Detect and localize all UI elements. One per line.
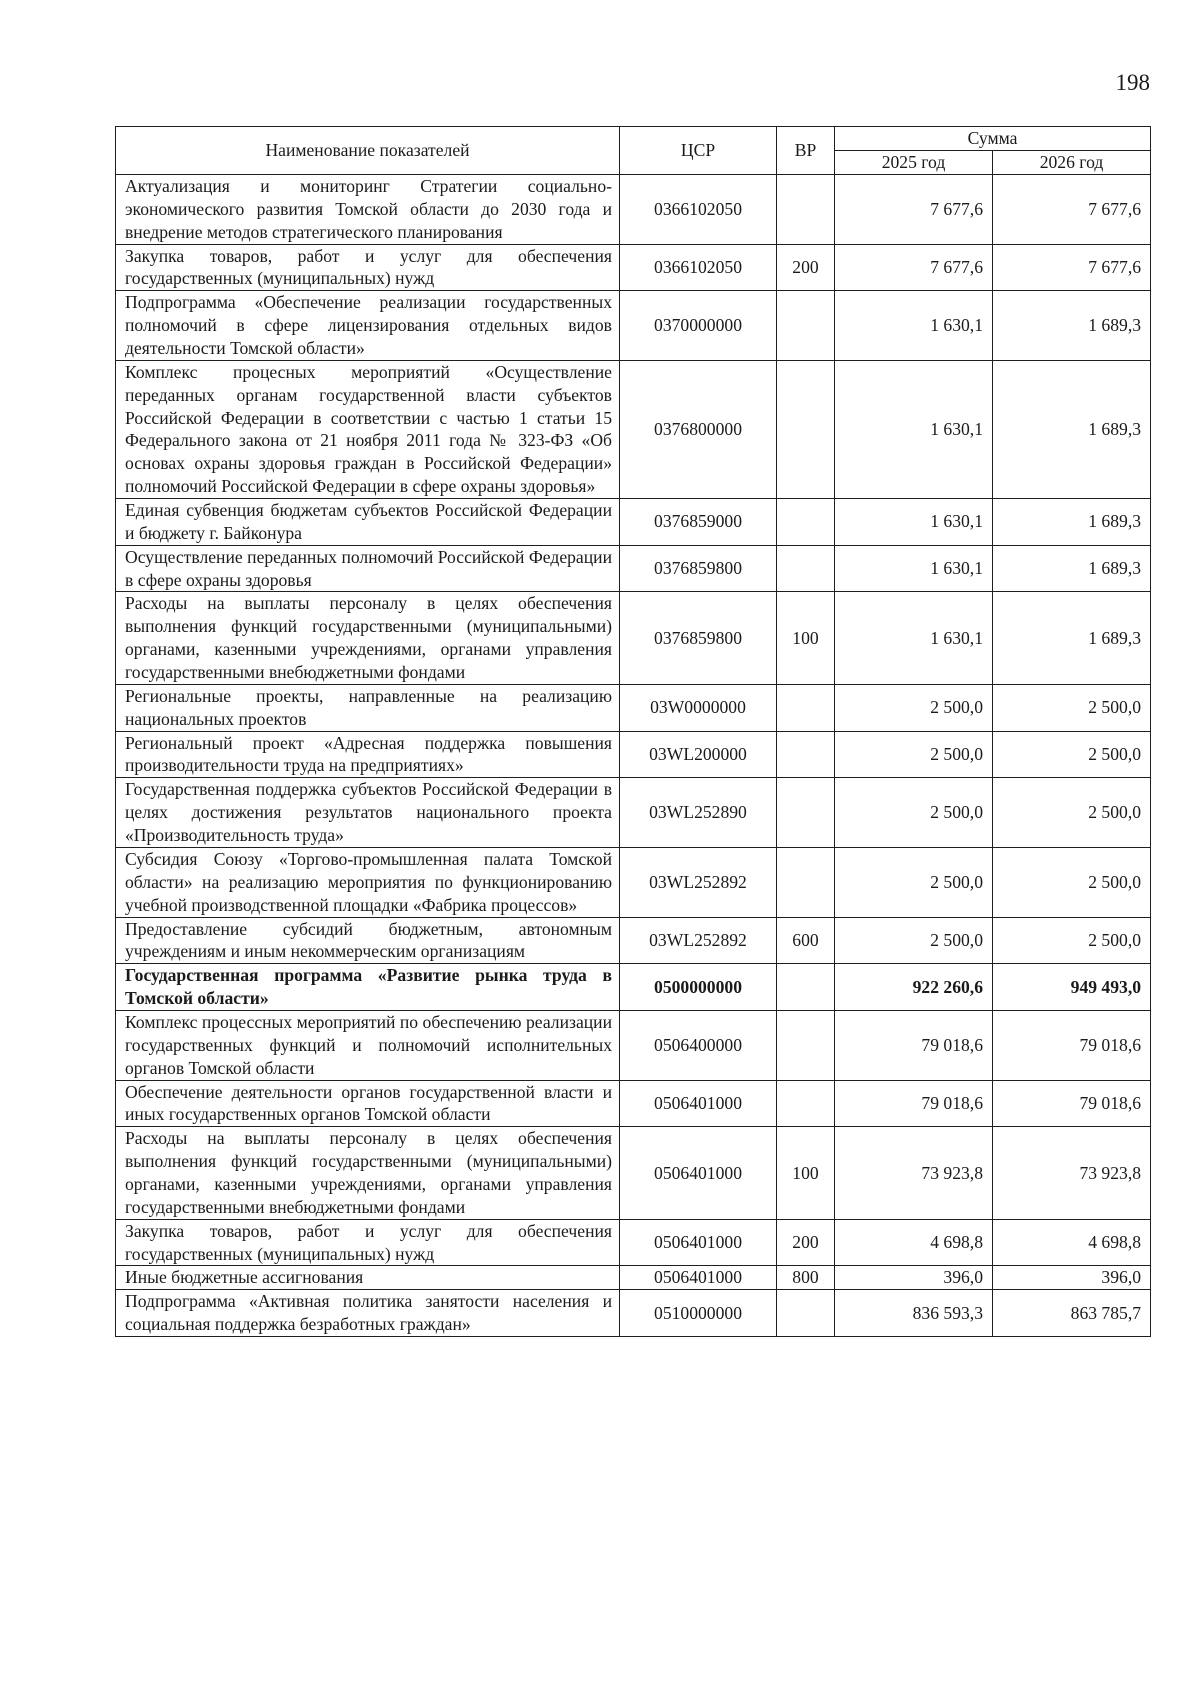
table-header <box>116 127 1151 175</box>
row-name: Закупка товаров, работ и услуг для обеспечения государственных (муниципальных) нужд <box>116 1219 620 1266</box>
row-name: Подпрограмма «Активная политика занятости населения и социальная поддержка безработных граждан» <box>116 1290 620 1337</box>
row-name: Актуализация и мониторинг Стратегии социально-экономического развития Томской области до 2030 года и внедрение методов стратегического планирования <box>116 175 620 245</box>
column-header-year-2026: 2026 год <box>993 151 1151 175</box>
row-amount-2026: 396,0 <box>993 1266 1151 1290</box>
row-vr <box>777 1010 835 1080</box>
row-vr <box>777 291 835 361</box>
row-amount-2025: 2 500,0 <box>835 684 993 731</box>
row-amount-2026: 2 500,0 <box>993 684 1151 731</box>
row-name: Предоставление субсидий бюджетным, автономным учреждениям и иным некоммерческим организациям <box>116 917 620 964</box>
row-amount-2026: 1 689,3 <box>993 499 1151 546</box>
row-vr: 200 <box>777 1219 835 1266</box>
row-amount-2025: 79 018,6 <box>835 1010 993 1080</box>
row-csr: 0506401000 <box>620 1127 777 1219</box>
row-amount-2026: 79 018,6 <box>993 1010 1151 1080</box>
row-csr: 03WL252890 <box>620 778 777 848</box>
row-vr <box>777 360 835 498</box>
row-amount-2025: 2 500,0 <box>835 731 993 778</box>
row-vr <box>777 545 835 592</box>
row-amount-2026: 1 689,3 <box>993 291 1151 361</box>
row-vr <box>777 847 835 917</box>
table-row <box>116 1127 1151 1219</box>
table-row <box>116 244 1151 291</box>
table-row <box>116 917 1151 964</box>
table-row <box>116 684 1151 731</box>
row-vr: 200 <box>777 244 835 291</box>
row-amount-2025: 7 677,6 <box>835 244 993 291</box>
row-vr <box>777 964 835 1011</box>
page-number: 198 <box>1115 70 1150 95</box>
row-amount-2025: 836 593,3 <box>835 1290 993 1337</box>
row-csr: 0376800000 <box>620 360 777 498</box>
row-amount-2026: 79 018,6 <box>993 1080 1151 1127</box>
row-vr <box>777 731 835 778</box>
row-vr: 100 <box>777 592 835 684</box>
column-header-csr: ЦСР <box>620 127 777 175</box>
row-amount-2026: 2 500,0 <box>993 917 1151 964</box>
table-row <box>116 1010 1151 1080</box>
table-row <box>116 175 1151 245</box>
row-name: Субсидия Союзу «Торгово-промышленная палата Томской области» на реализацию мероприятия по функционированию учебной производственной площадки «Фабрика процессов» <box>116 847 620 917</box>
row-name: Комплекс процесных мероприятий «Осуществление переданных органам государственной власти субъектов Российской Федерации в соответствии с частью 1 статьи 15 Федерального закона от 21 ноября 2011 года № 323-ФЗ «Об основах охраны здоровья граждан в Российской Федерации» полномочий Российской Федерации в сфере охраны здоровья» <box>116 360 620 498</box>
row-name: Государственная программа «Развитие рынка труда в Томской области» <box>116 964 620 1011</box>
row-name: Единая субвенция бюджетам субъектов Российской Федерации и бюджету г. Байконура <box>116 499 620 546</box>
column-header-vr: ВР <box>777 127 835 175</box>
row-amount-2025: 79 018,6 <box>835 1080 993 1127</box>
table-body <box>116 175 1151 1337</box>
row-amount-2025: 73 923,8 <box>835 1127 993 1219</box>
row-name: Государственная поддержка субъектов Российской Федерации в целях достижения результатов национального проекта «Производительность труда» <box>116 778 620 848</box>
row-amount-2025: 1 630,1 <box>835 291 993 361</box>
row-amount-2025: 1 630,1 <box>835 360 993 498</box>
row-csr: 0506401000 <box>620 1080 777 1127</box>
table-row <box>116 847 1151 917</box>
table-row <box>116 1266 1151 1290</box>
row-csr: 0506400000 <box>620 1010 777 1080</box>
row-amount-2026: 1 689,3 <box>993 360 1151 498</box>
row-csr: 0500000000 <box>620 964 777 1011</box>
table-row <box>116 1290 1151 1337</box>
column-header-year-2025: 2025 год <box>835 151 993 175</box>
row-csr: 0366102050 <box>620 175 777 245</box>
row-vr <box>777 778 835 848</box>
row-amount-2026: 7 677,6 <box>993 175 1151 245</box>
row-name: Подпрограмма «Обеспечение реализации государственных полномочий в сфере лицензирования отдельных видов деятельности Томской области» <box>116 291 620 361</box>
row-amount-2026: 1 689,3 <box>993 592 1151 684</box>
row-amount-2025: 1 630,1 <box>835 545 993 592</box>
table-row <box>116 360 1151 498</box>
row-amount-2026: 2 500,0 <box>993 731 1151 778</box>
row-name: Осуществление переданных полномочий Российской Федерации в сфере охраны здоровья <box>116 545 620 592</box>
table-row <box>116 499 1151 546</box>
row-amount-2025: 396,0 <box>835 1266 993 1290</box>
row-amount-2025: 2 500,0 <box>835 847 993 917</box>
table-row <box>116 1219 1151 1266</box>
row-name: Комплекс процессных мероприятий по обеспечению реализации государственных функций и полномочий исполнительных органов Томской области <box>116 1010 620 1080</box>
table-row <box>116 778 1151 848</box>
row-amount-2025: 7 677,6 <box>835 175 993 245</box>
row-name: Региональный проект «Адресная поддержка повышения производительности труда на предприятиях» <box>116 731 620 778</box>
row-vr <box>777 1080 835 1127</box>
row-name: Обеспечение деятельности органов государственной власти и иных государственных органов Томской области <box>116 1080 620 1127</box>
row-name: Региональные проекты, направленные на реализацию национальных проектов <box>116 684 620 731</box>
row-csr: 0506401000 <box>620 1219 777 1266</box>
row-amount-2026: 2 500,0 <box>993 778 1151 848</box>
table-row <box>116 1080 1151 1127</box>
row-vr <box>777 499 835 546</box>
row-amount-2025: 2 500,0 <box>835 778 993 848</box>
row-amount-2025: 1 630,1 <box>835 592 993 684</box>
row-vr: 600 <box>777 917 835 964</box>
row-amount-2025: 1 630,1 <box>835 499 993 546</box>
row-name: Расходы на выплаты персоналу в целях обеспечения выполнения функций государственными (муниципальными) органами, казенными учреждениями, органами управления государственными внебюджетными фондами <box>116 592 620 684</box>
row-csr: 0376859000 <box>620 499 777 546</box>
row-csr: 03W0000000 <box>620 684 777 731</box>
column-header-name: Наименование показателей <box>116 127 620 175</box>
row-csr: 0510000000 <box>620 1290 777 1337</box>
row-csr: 0376859800 <box>620 545 777 592</box>
row-amount-2026: 7 677,6 <box>993 244 1151 291</box>
row-csr: 0366102050 <box>620 244 777 291</box>
row-csr: 0370000000 <box>620 291 777 361</box>
table-row <box>116 545 1151 592</box>
budget-table <box>115 126 1151 1337</box>
row-amount-2026: 863 785,7 <box>993 1290 1151 1337</box>
row-amount-2026: 2 500,0 <box>993 847 1151 917</box>
row-name: Расходы на выплаты персоналу в целях обеспечения выполнения функций государственными (муниципальными) органами, казенными учреждениями, органами управления государственными внебюджетными фондами <box>116 1127 620 1219</box>
row-csr: 03WL252892 <box>620 917 777 964</box>
row-csr: 03WL200000 <box>620 731 777 778</box>
row-amount-2025: 922 260,6 <box>835 964 993 1011</box>
row-amount-2026: 73 923,8 <box>993 1127 1151 1219</box>
row-amount-2025: 2 500,0 <box>835 917 993 964</box>
table-row <box>116 291 1151 361</box>
row-csr: 0506401000 <box>620 1266 777 1290</box>
row-amount-2026: 4 698,8 <box>993 1219 1151 1266</box>
row-amount-2026: 949 493,0 <box>993 964 1151 1011</box>
row-name: Иные бюджетные ассигнования <box>116 1266 620 1290</box>
table-row <box>116 731 1151 778</box>
row-vr <box>777 684 835 731</box>
row-csr: 03WL252892 <box>620 847 777 917</box>
table-row <box>116 592 1151 684</box>
column-header-sum: Сумма <box>835 127 1151 151</box>
row-vr: 800 <box>777 1266 835 1290</box>
row-name: Закупка товаров, работ и услуг для обеспечения государственных (муниципальных) нужд <box>116 244 620 291</box>
row-vr: 100 <box>777 1127 835 1219</box>
row-vr <box>777 1290 835 1337</box>
row-csr: 0376859800 <box>620 592 777 684</box>
table-row <box>116 964 1151 1011</box>
row-amount-2025: 4 698,8 <box>835 1219 993 1266</box>
row-amount-2026: 1 689,3 <box>993 545 1151 592</box>
row-vr <box>777 175 835 245</box>
